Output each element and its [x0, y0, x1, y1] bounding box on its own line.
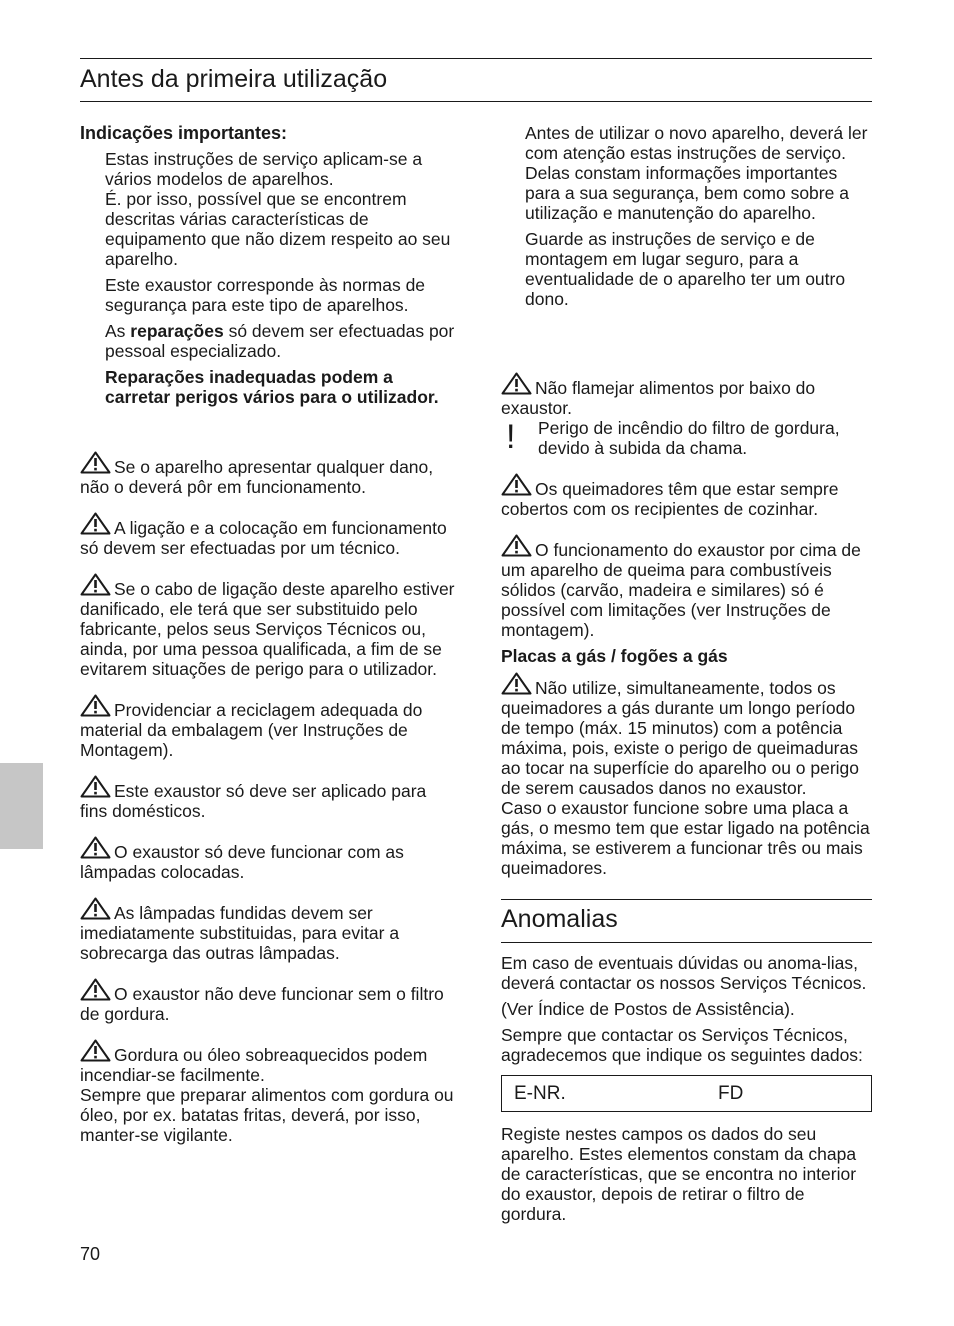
- important-notes-heading: Indicações importantes:: [80, 123, 288, 143]
- anomalias-top-rule: [501, 899, 872, 900]
- warning-overheated-fat: Gordura ou óleo sobreaquecidos podem incendiar-se facilmente.: [80, 1039, 455, 1085]
- warning-triangle-icon: [80, 836, 111, 859]
- note-applicability: Estas instruções de serviço aplicam-se a vários modelos de aparelhos.: [105, 149, 423, 189]
- fire-danger-note: ! Perigo de incêndio do filtro de gordura, devido à subida da chama.: [506, 418, 840, 458]
- warning-triangle-icon: [501, 534, 532, 557]
- page-title: Antes da primeira utilização: [80, 65, 388, 93]
- warning-triangle-icon: [80, 512, 111, 535]
- anomalias-contact: Em caso de eventuais dúvidas ou anoma-lias, deverá contactar os nossos Serviços Técnicos.: [501, 953, 867, 993]
- warning-burners-covered: Os queimadores têm que estar sempre cobertos com os recipientes de cozinhar.: [501, 473, 873, 519]
- note-repairs: As reparações só devem ser efectuadas por pessoal especializado.: [105, 321, 455, 361]
- top-rule: [80, 58, 872, 59]
- warning-damage: Se o aparelho apresentar qualquer dano, não o deverá pôr em funcionamento.: [80, 451, 455, 497]
- anomalias-title: Anomalias: [501, 905, 618, 933]
- note-repair-danger: Reparações inadequadas podem a carretar perigos vários para o utilizador.: [105, 367, 439, 407]
- warning-grease-filter: O exaustor não deve funcionar sem o filtro de gordura.: [80, 978, 455, 1024]
- warning-triangle-icon: [80, 1039, 111, 1062]
- important-notes-body: [80, 149, 455, 407]
- warning-power-cable: Se o cabo de ligação deste aparelho estiver danificado, ele terá que ser substituido pelo fabricante, pelos seus Serviços Técnicos ou, ainda, por uma pessoa qualificada, a fim de se evitarem situações de perigo para o utilizador.: [80, 573, 455, 679]
- warning-lamps-fitted: O exaustor só deve funcionar com as lâmpadas colocadas.: [80, 836, 455, 882]
- warning-triangle-icon: [80, 897, 111, 920]
- warning-gas-burners: Não utilize, simultaneamente, todos os queimadores a gás durante um longo período de tempo (máx. 15 minutos) com a potência máxima, pois, existe o perigo de queimaduras ao tocar na superfície do aparelho ou o perigo de serem causados danos no exaustor.: [501, 672, 873, 798]
- warning-triangle-icon: [80, 451, 111, 474]
- warning-triangle-icon: [501, 473, 532, 496]
- anomalias-body: [501, 953, 873, 1224]
- warning-flambe: Não flamejar alimentos por baixo do exaustor.: [501, 372, 873, 418]
- title-underline: [80, 101, 872, 102]
- side-tab-marker: [0, 763, 43, 849]
- warning-triangle-icon: [80, 978, 111, 1001]
- register-data-note: Registe nestes campos os dados do seu aparelho. Estes elementos constam da chapa de características, que se encontra no interior do exaustor, depois de retirar o filtro de gordura.: [501, 1124, 857, 1224]
- exclamation-icon: !: [506, 418, 516, 456]
- warning-installation: A ligação e a colocação em funcionamento só devem ser efectuadas por um técnico.: [80, 512, 455, 558]
- vigilance-note: Sempre que preparar alimentos com gordura ou óleo, por ex. batatas fritas, deverá, por isso, manter-se vigilante.: [80, 1085, 454, 1145]
- warning-recycling: Providenciar a reciclagem adequada do material da embalagem (ver Instruções de Montagem).: [80, 694, 455, 760]
- warning-solid-fuel: O funcionamento do exaustor por cima de um aparelho de queima para combustíveis sólidos (carvão, madeira e similares) só é possível com limitações (ver Instruções de montagem).: [501, 534, 873, 640]
- warning-triangle-icon: [501, 372, 532, 395]
- note-safety-norms: Este exaustor corresponde às normas de segurança para este tipo de aparelhos.: [105, 275, 426, 315]
- enr-label: E-NR.: [514, 1083, 566, 1104]
- warning-blown-lamps: As lâmpadas fundidas devem ser imediatamente substituidas, para evitar a sobrecarga das outras lâmpadas.: [80, 897, 455, 963]
- left-column: [80, 123, 455, 1145]
- warning-triangle-icon: [501, 672, 532, 695]
- warning-list: [80, 451, 455, 1145]
- warning-triangle-icon: [80, 573, 111, 596]
- intro-keep-instructions: Guarde as instruções de serviço e de montagem em lugar seguro, para a eventualidade de o aparelho ter um outro dono.: [525, 229, 846, 309]
- warning-triangle-icon: [80, 775, 111, 798]
- intro-important-info: Delas constam informações importantes para a sua segurança, bem como sobre a utilização e manutenção do aparelho.: [525, 163, 849, 223]
- appliance-id-box: [501, 1075, 872, 1112]
- gas-hobs-heading: Placas a gás / fogões a gás: [501, 646, 728, 666]
- anomalias-service-index: (Ver Índice de Postos de Assistência).: [501, 999, 795, 1019]
- anomalias-underline: [501, 942, 872, 943]
- right-column-warnings: [501, 372, 873, 878]
- note-features: É. por isso, possível que se encontrem descritas várias características de equipamento que não dizem respeito ao seu aparelho.: [105, 189, 451, 269]
- fd-label: FD: [718, 1083, 744, 1104]
- gas-max-power-note: Caso o exaustor funcione sobre uma placa a gás, o mesmo tem que estar ligado na potência máxima, se estiverem a funcionar três ou mais queimadores.: [501, 798, 870, 878]
- anomalias-provide-data: Sempre que contactar os Serviços Técnicos, agradecemos que indique os seguintes dados:: [501, 1025, 863, 1065]
- page-number: 70: [80, 1244, 101, 1264]
- intro-read-instructions: Antes de utilizar o novo aparelho, deverá ler com atenção estas instruções de serviço.: [525, 123, 868, 163]
- warning-domestic-use: Este exaustor só deve ser aplicado para fins domésticos.: [80, 775, 455, 821]
- right-column-intro: [525, 123, 875, 309]
- warning-triangle-icon: [80, 694, 111, 717]
